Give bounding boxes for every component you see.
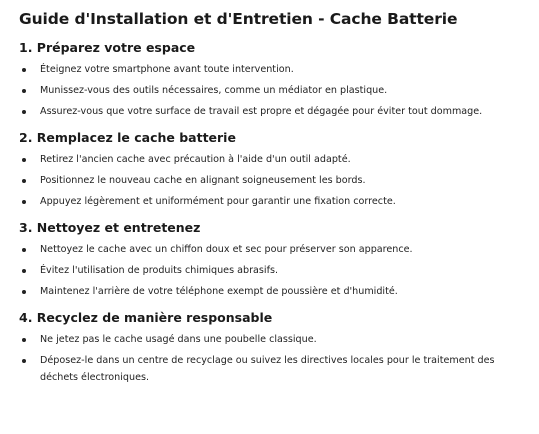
- bullet-list: [19, 241, 534, 300]
- section-heading: 1. Préparez votre espace: [19, 40, 196, 55]
- bullet-icon: [22, 89, 26, 93]
- list-item: [19, 283, 534, 300]
- list-item: [19, 331, 534, 348]
- section-replace: [19, 128, 534, 210]
- bullet-icon: [22, 359, 26, 363]
- list-item: [19, 262, 534, 279]
- list-item-text: Éteignez votre smartphone avant toute intervention.: [40, 64, 294, 75]
- list-item: [19, 172, 534, 189]
- bullet-icon: [22, 269, 26, 273]
- bullet-icon: [22, 68, 26, 72]
- list-item: [19, 352, 534, 386]
- list-item: [19, 241, 534, 258]
- document: [19, 6, 534, 389]
- section-prepare: [19, 38, 534, 120]
- list-item-text: Déposez-le dans un centre de recyclage ou suivez les directives locales pour le traitement des déchets électroniques.: [40, 355, 495, 383]
- list-item-text: Munissez-vous des outils nécessaires, comme un médiator en plastique.: [40, 85, 388, 96]
- section-recycle: [19, 308, 534, 386]
- list-item-text: Retirez l'ancien cache avec précaution à l'aide d'un outil adapté.: [40, 154, 351, 165]
- bullet-icon: [22, 158, 26, 162]
- bullet-icon: [22, 248, 26, 252]
- list-item-text: Évitez l'utilisation de produits chimiques abrasifs.: [40, 265, 279, 276]
- bullet-icon: [22, 338, 26, 342]
- document-title: Guide d'Installation et d'Entretien - Cache Batterie: [19, 10, 458, 28]
- section-clean: [19, 218, 534, 300]
- section-heading: 2. Remplacez le cache batterie: [19, 130, 236, 145]
- list-item-text: Assurez-vous que votre surface de travail est propre et dégagée pour éviter tout dommage.: [40, 106, 483, 117]
- list-item: [19, 61, 534, 78]
- bullet-list: [19, 151, 534, 210]
- bullet-list: [19, 61, 534, 120]
- list-item-text: Positionnez le nouveau cache en alignant soigneusement les bords.: [40, 175, 366, 186]
- bullet-icon: [22, 110, 26, 114]
- list-item-text: Appuyez légèrement et uniformément pour garantir une fixation correcte.: [40, 196, 396, 207]
- list-item-text: Ne jetez pas le cache usagé dans une poubelle classique.: [40, 334, 317, 345]
- bullet-icon: [22, 179, 26, 183]
- section-heading: 4. Recyclez de manière responsable: [19, 310, 273, 325]
- list-item: [19, 151, 534, 168]
- list-item-text: Nettoyez le cache avec un chiffon doux et sec pour préserver son apparence.: [40, 244, 413, 255]
- bullet-icon: [22, 290, 26, 294]
- bullet-icon: [22, 200, 26, 204]
- list-item-text: Maintenez l'arrière de votre téléphone exempt de poussière et d'humidité.: [40, 286, 398, 297]
- bullet-list: [19, 331, 534, 386]
- list-item: [19, 193, 534, 210]
- section-heading: 3. Nettoyez et entretenez: [19, 220, 201, 235]
- list-item: [19, 103, 534, 120]
- list-item: [19, 82, 534, 99]
